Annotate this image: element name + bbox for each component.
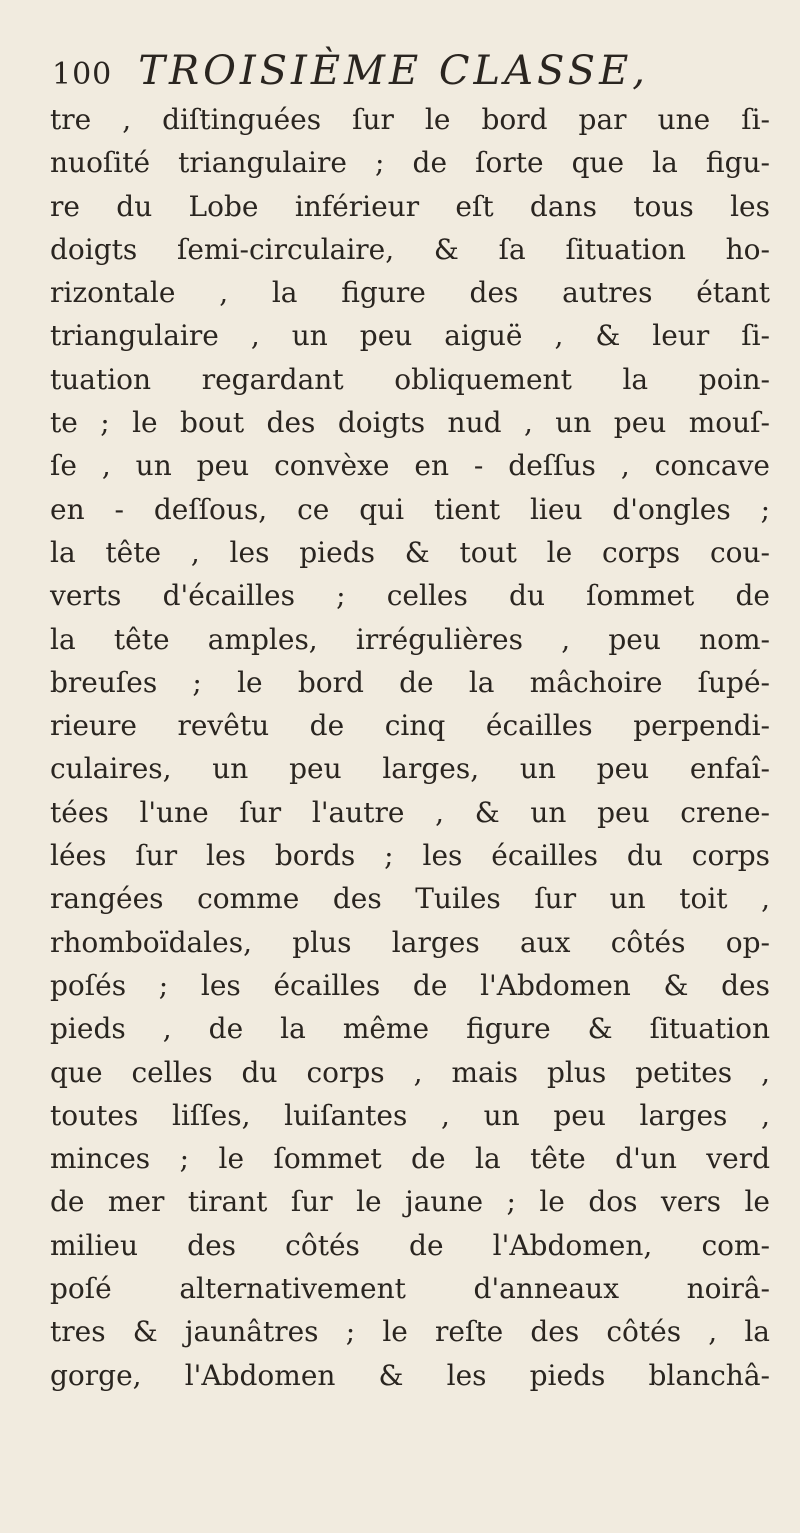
page-number: 100 bbox=[52, 57, 113, 92]
text-line: tres & jaunâtres ; le reſte des côtés , la bbox=[50, 1315, 770, 1349]
running-head bbox=[52, 48, 752, 96]
text-line: minces ; le ſommet de la tête d'un verd bbox=[50, 1142, 770, 1176]
text-line: lées ſur les bords ; les écailles du corps bbox=[50, 839, 770, 873]
text-line: la tête , les pieds & tout le corps cou- bbox=[50, 535, 770, 569]
body-text bbox=[50, 98, 770, 1397]
text-line: doigts ſemi-circulaire, & ſa ſituation ho- bbox=[50, 232, 770, 266]
text-line: la tête amples, irrégulières , peu nom- bbox=[50, 622, 770, 656]
text-line: toutes liſſes, luiſantes , un peu larges , bbox=[50, 1098, 770, 1132]
text-line: tuation regardant obliquement la poin- bbox=[50, 362, 770, 396]
text-line: tre , diſtinguées ſur le bord par une ſi- bbox=[50, 103, 770, 136]
text-line: breuſes ; le bord de la mâchoire ſupé- bbox=[50, 665, 770, 699]
text-line: rieure revêtu de cinq écailles perpendi- bbox=[50, 709, 770, 743]
text-line: verts d'écailles ; celles du ſommet de bbox=[50, 579, 770, 613]
text-line: triangulaire , un peu aiguë , & leur ſi- bbox=[50, 319, 770, 353]
text-line: milieu des côtés de l'Abdomen, com- bbox=[50, 1228, 770, 1262]
text-line: tées l'une ſur l'autre , & un peu crene- bbox=[50, 795, 770, 829]
text-line: re du Lobe inférieur eſt dans tous les bbox=[50, 189, 770, 223]
text-line: rhomboïdales, plus larges aux côtés op- bbox=[50, 925, 770, 959]
text-line: rizontale , la figure des autres étant bbox=[50, 276, 770, 310]
text-line: en - deſſous, ce qui tient lieu d'ongles ; bbox=[50, 492, 770, 526]
text-line: rangées comme des Tuiles ſur un toit , bbox=[50, 882, 770, 916]
text-line: de mer tirant ſur le jaune ; le dos vers le bbox=[50, 1185, 770, 1219]
text-line: poſé alternativement d'anneaux noirâ- bbox=[50, 1272, 770, 1306]
text-line: culaires, un peu larges, un peu enfaî- bbox=[50, 752, 770, 786]
text-line: que celles du corps , mais plus petites , bbox=[50, 1055, 770, 1089]
running-head-title: TROISIÈME CLASSE, bbox=[138, 48, 649, 94]
text-line: pieds , de la même figure & ſituation bbox=[50, 1012, 770, 1046]
text-line: ſe , un peu convèxe en - deſſus , concave bbox=[50, 449, 770, 483]
text-line: gorge, l'Abdomen & les pieds blanchâ- bbox=[50, 1358, 770, 1392]
text-line: poſés ; les écailles de l'Abdomen & des bbox=[50, 968, 770, 1002]
text-line: nuoſité triangulaire ; de ſorte que la figu- bbox=[50, 146, 770, 180]
text-line: te ; le bout des doigts nud , un peu mouſ- bbox=[50, 406, 770, 440]
